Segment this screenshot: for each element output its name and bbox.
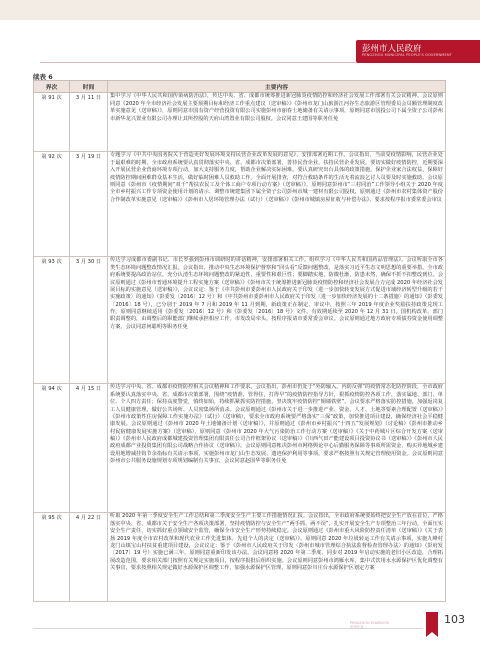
page-number: 103 bbox=[444, 613, 465, 626]
date-cell: 4 月 15 日 bbox=[70, 384, 108, 513]
top-band bbox=[0, 0, 480, 20]
table-label: 续表 6 bbox=[33, 73, 53, 81]
footer-line-2: 彭州年鉴 bbox=[350, 625, 364, 630]
content-cell: 传达学习成都市委副书记、市长罗强到彭州市调研时的讲话精神，安排部署相关工作。组织学习《中华人民共和国药品管理法》。会议听取全市各类生态环境问题整改情况汇报。会议指出，推动中央生态环境保护督察和“回头看”反馈问题整改，是落实习近平生态文明思想的重要举措。全市政府系统要提高政治站位，充分认清生态环境问题整改的紧迫性、重要性和艰巨性；要脚踏实地，防微杜渐，防患未然，确保不折不扣整改到位。会议原则通过《彭州市普通环境提升工程实施方案（送审稿）》《彭州市关于统筹推进新冠肺炎疫情防控和经济社会发展合力完成 2020 年经济社会发展目标的实施意见（送审稿）》，会议议定：鉴于《中共彭州市委彭州市人民政府关于印发〈进一步加快转变发展方式促进市域经济转型升级的若干实施政策〉的通知》（彭委发〔2016〕12 号）和《中共彭州市委彭州市人民政府关于印发〈进一步加快经济发展的十二条措施〉的通知》（彭委发〔2016〕18 号），已分别于 2019 年 7 月和 2019 年 11 月到期，新政策正在制定、审议中，按照三年 2019 年度企业奖励扶持政策兑现工作，原则同意继续适用《彭委发〔2016〕12 号》和《彭委发〔2016〕18 号》文件。有效期延续至 2020 年 12 月 31 日。国机构改革，部门职责调整的，由调整后的职能部门继续承担相应工作。市发改局牵头，按程序报请市委常委会审议。会议原则通过地方政府专项债券资金使用调整方案，会议同意何聪明等职务任免 bbox=[108, 257, 446, 384]
content-cell: 集中学习《中华人民共和国传染病防治法》，传达中央、省、成都市统筹推进新冠肺炎疫情防控和经济社会发展工作部署有关会议精神。会议原则同意《2020 年全市经济社会发展主要预期目标和经济工作重点建议（送审稿）》《彭州市龙门山旅游江河谷生态旅游区管理委员会员额管理制度改革实施意见（送审稿）》，原则同意市国有资产经营投资有限公司实施彭州市丽春土地储备有关请示事项，原则同意市国投公司下属全资子公司彭州市新华龙兴置业有限公司办理让其所控股的天府山湾置业有限公司股权。会议同意王建国等职务任免 bbox=[108, 93, 446, 152]
header-banner bbox=[356, 40, 480, 63]
table-row bbox=[34, 257, 446, 384]
footer-line-1: PENGZHOU YEARBOOK bbox=[350, 621, 390, 625]
header-title: 彭州市人民政府 bbox=[362, 44, 422, 54]
table-row bbox=[34, 513, 446, 602]
table-row bbox=[34, 152, 446, 257]
session-cell: 第 92 次 bbox=[34, 152, 70, 257]
content-cell: 专题学习《中共中央国务院关于营造更好发展环境支持民营企业改革发展的意见》，安排部署近期工作。会议指出，当前受疫情影响，民营企业处于最艰难的时期，全市政府系统要认真贯彻落实中央、省、成都市决策部署，善待民营企业，扶持民营企业发展。要切实做好疫情防控，近期要深入开展民营企业营商环境专项行动，加大支持服务力度，帮助企业解决实际困难。要认真研究出台具体的政策措施，保护企业家合法权益，保障好疫情防控期间困难群众基本生活，做好临时困难人员救助工作。全面开展排查，对符合救助条件的生活无着流浪乞讨人员要及时实施救助。会议原则同意《彭州市《疫情期间“双千”帮扶农民工及个体工商户专项行动方案》（送审稿）》，原则同意彭州市“三村同治”工作领导小组关于 2020 年度全市乡村振兴工作专项资金使用计划的请示、调整市统建集团下属全资子公司彭州市城一建材有限公司股权，原则通过《彭州市农村集体资产股份合作制改革实施意见（送审稿）》《彭州市人居环境管理办法（试行）（送审稿）》《彭州市城镇房屋征收与补偿办法》，要求按程序报市委常委会审议 bbox=[108, 152, 446, 257]
column-header-date: 时间 bbox=[70, 81, 108, 93]
date-cell: 3 月 30 日 bbox=[70, 257, 108, 384]
date-cell: 3 月 11 日 bbox=[70, 93, 108, 152]
column-header-session: 界次 bbox=[34, 81, 70, 93]
meeting-table bbox=[33, 80, 446, 602]
table-row bbox=[34, 384, 446, 513]
header-rule bbox=[40, 62, 356, 63]
column-header-content: 主要内容 bbox=[108, 81, 446, 93]
content-cell: 传达学习中央、省、成都市疫情防控相关会议精神和工作要求。会议指出，彭州市仍处于“外防输入，内防反弹”的疫情常态化防控阶段，全市政府系统要认真落实中央、省、成都市决策部署，围绕“疫情准，管得住，打得早”的疫情防控指导方针，狠抓疫情防控各项工作，落实属地、部门、单位、个人四方责任；保持高度警觉，慎终如始，持续抓紧抓实防控措施，坚决筑牢疫情防控“铜墙铁壁”。会议要求严格落实防控措施，加强返岗复工人员健康管理，做好公共场所、人员密集场所消杀。会议原则通过《彭州市关于进一步推进产业、资金、人才、土地等要素合理配置（送审稿）》《彭州市政策性住房保障工作实施办法》（试行）（送审稿），要求全市政府系统要严格落实“三保”政策，加快推进项目建设，确保经济社会平稳健康发展。会议原则通过《彭州市 2020 年土地储备计划（送审稿）》，并原则通过《彭州市乡村振兴“十四五”发展规划》（讨论稿）《彭州市推动乡村民宿健康发展实施方案》（送审稿），原则同意《彭州市 2020 年大气污染防治工作行动方案（送审稿）》《关于中药城片区综合开发方案（送审稿）》《彭州市人民政府成都城建投资管理集团有限责任公司合作框架协议（送审稿）》《川西气田产能建设项目投资协议书（送审稿）》《彭州市人民政府成都产业投资集团有限公司战略合作协议（送审稿）》。会议原则同意帐决彭州市网络舆论中心后勤服务保障等事项所需资金，购买异地城乡建设用地增减挂钩节余指标有关请示事项、实施彭州市龙门山生态发展、遗迹保护利用等事项，要求严格按照有关规定管理使用资金。会议原则同意彭州市公共服务设施规划专项规划编制有关事宜，会议同意赵国华等职务任免 bbox=[108, 384, 446, 513]
bookmark-icon bbox=[426, 612, 438, 632]
table-header-row bbox=[34, 81, 446, 93]
content-cell: 听取 2020 年第一季度安全生产工作总结和第二季度安全生产主要工作措施情况汇报。会议指出，全市政府系统要始终把安全生产放在首位，严格落实中央、省、成都市关于安全生产各项决策部署，坚持疫情防控与安全生产“两手抓、两不误”，扎实开展安全生产专项整治三年行动，全面压实安全生产责任，切实抓好重点领域安全监管，确保全市安全生产形势持续稳定。会议原则通过《彭州市重大风险防控责任清单（送审稿）》《关于表扬 2019 年度全市农村改革和现代农业工作先进集体、先进个人的决定（送审稿）》。原则同意 2020 年垃圾转运工作有关请示事项，实施九峰村龙门山镇宝山村扶贫重建项目建设，会议议定：鉴于《彭州市人民政府关于印发〈彭州市城市管理综合执法监督检查管理办法〉的通知》（彭府发〔2017〕19 号）实施已满三年，原则同意重新印发该办法。会议同意将 2020 年第二季度、同步对 2019 年启动实施的老旧小区改造，合理拓展改造范围，要求相关部门按照有关规定实施项目，按程序报批后组织实施。会议原则同意彭州市鸿雁水库，集中式饮用水水源保护区优化调整有关事宜，要求按照相关规定做好水源保护区调整工作，加强水源保护区管理，原则同意彭川庄台水源保护区划定方案 bbox=[108, 513, 446, 602]
date-cell: 4 月 22 日 bbox=[70, 513, 108, 602]
session-cell: 第 93 次 bbox=[34, 257, 70, 384]
session-cell: 第 91 次 bbox=[34, 93, 70, 152]
date-cell: 3 月 19 日 bbox=[70, 152, 108, 257]
session-cell: 第 95 次 bbox=[34, 513, 70, 602]
footer-yearbook-label bbox=[350, 621, 389, 629]
session-cell: 第 94 次 bbox=[34, 384, 70, 513]
table-row bbox=[34, 93, 446, 152]
header-subtitle: PENGZHOU MUNICIPAL PEOPLE'S GOVERNMENT bbox=[362, 53, 452, 57]
